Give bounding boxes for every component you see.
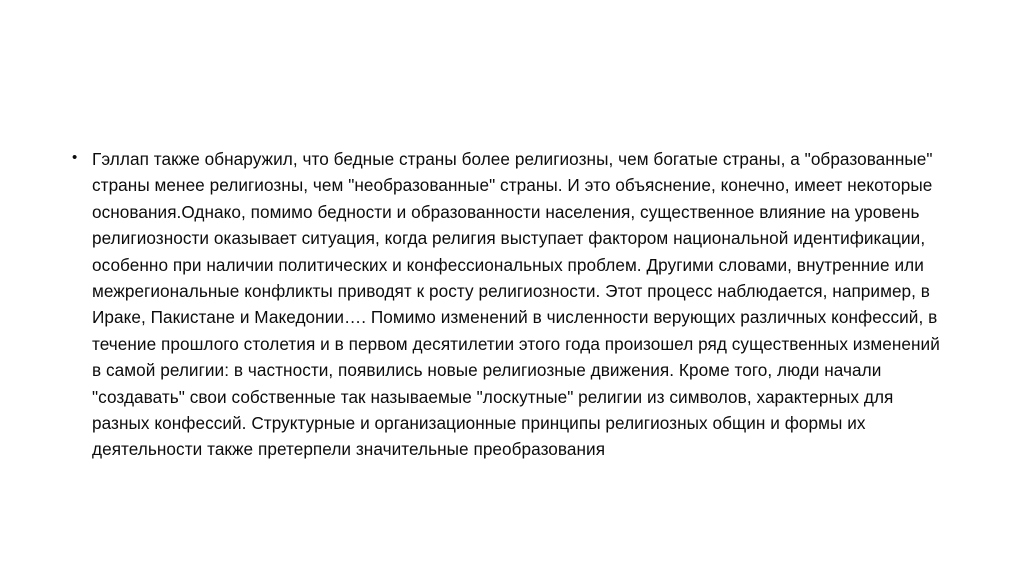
- bullet-paragraph-text: • Гэллап также обнаружил, что бедные страны более религиозны, чем богатые страны, а "образованные" страны менее религиозны, чем "необразованные" страны. И это объяснение, конечно, имеет некоторые основания.Однако, помимо бедности и образованности населения, существенное влияние на уровень религиозности оказывает ситуация, когда религия выступает фактором национальной идентификации, особенно при наличии политических и конфессиональных проблем. Другими словами, внутренние или межрегиональные конфликты приводят к росту религиозности. Этот процесс наблюдается, например, в Ираке, Пакистане и Македонии…. Помимо изменений в численности верующих различных конфессий, в течение прошлого столетия и в первом десятилетии этого года произошел ряд существенных изменений в самой религии: в частности, появились новые религиозные движения. Кроме того, люди начали "создавать" свои собственные так называемые "лоскутные" религии из символов, характерных для разных конфессий. Структурные и организационные принципы религиозных общин и формы их деятельности также претерпели значительные преобразования: [92, 149, 940, 460]
- list-item: [68, 146, 948, 463]
- bullet-list: [68, 146, 948, 463]
- content-placeholder: [68, 146, 948, 463]
